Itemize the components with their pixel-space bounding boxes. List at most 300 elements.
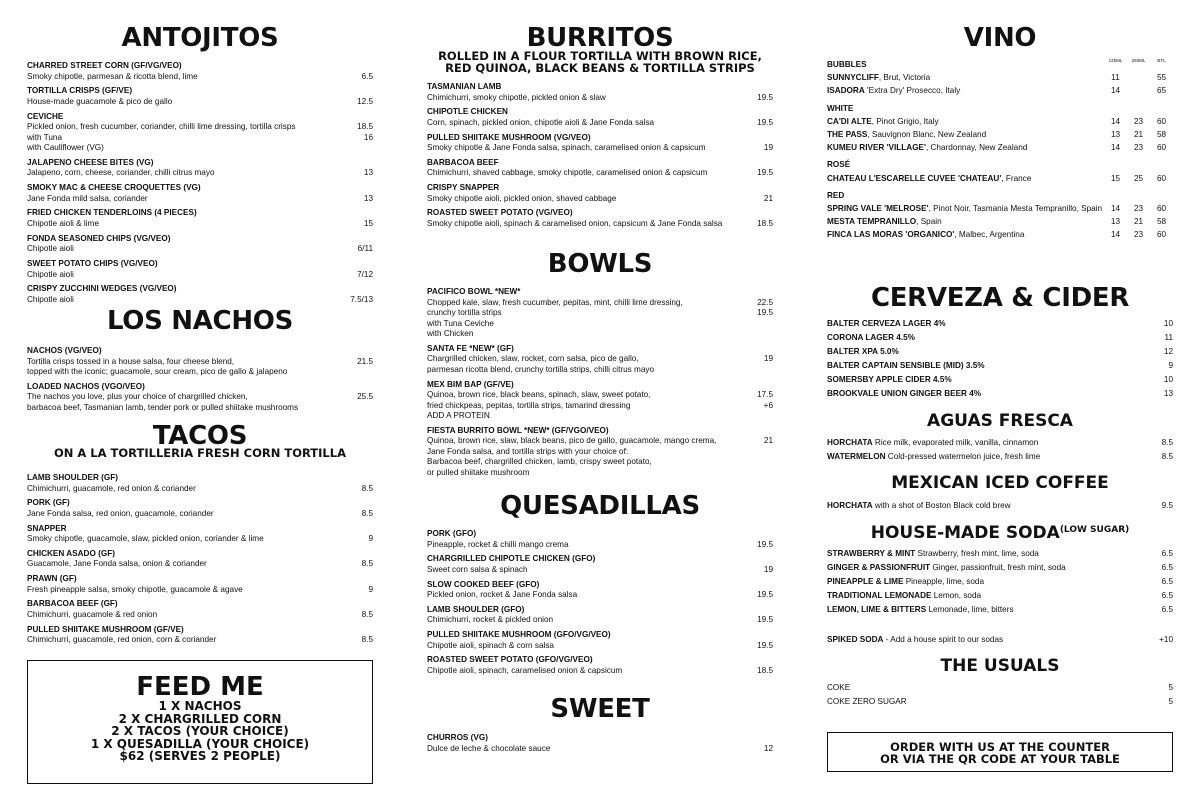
drink-name: TRADITIONAL LEMONADE xyxy=(827,591,932,601)
item-price-column xyxy=(345,382,373,403)
wine-text xyxy=(827,217,1104,228)
wine-price: 23 xyxy=(1133,230,1144,240)
wine-price: 60 xyxy=(1156,204,1167,214)
item-price: 13 xyxy=(363,168,373,178)
item-price: 21 xyxy=(763,193,773,203)
drink-price: 5 xyxy=(1168,683,1173,692)
order-note-line: ORDER WITH US AT THE COUNTER xyxy=(890,740,1110,754)
drink-price: 8.5 xyxy=(1161,452,1173,462)
antojitos-heading: ANTOJITOS xyxy=(121,23,279,53)
drink-text xyxy=(827,438,1145,449)
item-description-line: Fresh pineapple salsa, smoky chipotle, guacamole & agave xyxy=(27,584,243,594)
wine-price: 60 xyxy=(1156,173,1167,183)
item-text xyxy=(427,605,745,626)
wine-detail: , Spain xyxy=(916,217,942,227)
item-text xyxy=(27,183,345,204)
menu-item xyxy=(27,498,373,519)
item-price-column xyxy=(345,599,373,620)
wine-text xyxy=(827,130,1104,141)
drink-text xyxy=(827,549,1145,560)
vino-list xyxy=(827,60,1173,241)
item-text xyxy=(427,580,745,601)
menu-item xyxy=(427,426,773,479)
cerveza-list xyxy=(827,319,1173,400)
vino-heading: VINO xyxy=(963,23,1037,53)
menu-item xyxy=(27,86,373,107)
item-name: SWEET POTATO CHIPS (VG/VEO) xyxy=(27,259,158,269)
wine-price: 13 xyxy=(1110,217,1121,227)
menu-item xyxy=(27,208,373,229)
aguas-list xyxy=(827,438,1173,463)
item-price-column xyxy=(345,208,373,229)
item-text xyxy=(427,529,745,550)
wine-price xyxy=(1127,86,1150,97)
item-price: 12.5 xyxy=(357,96,373,106)
menu-item xyxy=(27,61,373,82)
menu-item xyxy=(427,82,773,103)
item-name: BARBACOA BEEF xyxy=(427,157,499,167)
item-price: 19 xyxy=(763,143,773,153)
iced-coffee-list xyxy=(827,501,1173,512)
menu-item xyxy=(427,208,773,229)
antojitos-list xyxy=(27,61,373,305)
menu-item xyxy=(27,599,373,620)
drink-name: BALTER XPA 5.0% xyxy=(827,347,899,357)
wine-text xyxy=(827,73,1104,84)
item-text xyxy=(27,208,345,229)
menu-item xyxy=(27,183,373,204)
menu-item xyxy=(27,346,373,378)
item-price: 17.5 xyxy=(757,390,773,400)
tacos-list xyxy=(27,473,373,646)
item-text xyxy=(27,625,345,646)
wine-group-label: RED xyxy=(827,191,845,201)
item-description-line: topped with the iconic; guacamole, sour cream, pico de gallo & jalapeno xyxy=(27,367,288,376)
item-price: 18.5 xyxy=(357,122,373,132)
item-text xyxy=(27,473,345,494)
wine-row xyxy=(827,86,1173,97)
item-description-line: Chimichurri, guacamole, red onion & coriander xyxy=(27,483,196,493)
drink-price: 5 xyxy=(1168,697,1173,707)
price-spacer xyxy=(745,554,773,565)
item-description-line: Tortilla crisps tossed in a house salsa, four cheese blend, xyxy=(27,356,235,366)
item-name: TORTILLA CRISPS (GF/VE) xyxy=(27,86,133,96)
price-spacer xyxy=(745,82,773,93)
item-price: 13 xyxy=(363,193,373,203)
item-price-column xyxy=(745,580,773,601)
wine-row xyxy=(827,143,1173,154)
item-name: LAMB SHOULDER (GFO) xyxy=(427,604,525,614)
sweet-list xyxy=(427,733,773,754)
item-price-column xyxy=(345,524,373,545)
soda-list xyxy=(827,549,1173,616)
item-price-column xyxy=(345,158,373,179)
item-description-line: Smoky chipotle, guacamole, slaw, pickled onion, coriander & lime xyxy=(27,534,264,544)
menu-item xyxy=(27,473,373,494)
item-price: 18.5 xyxy=(757,665,773,675)
wine-price: 21 xyxy=(1133,217,1144,227)
price-spacer xyxy=(745,630,773,641)
item-price: 6.5 xyxy=(361,71,373,81)
wine-price: 23 xyxy=(1133,204,1144,214)
price-spacer xyxy=(345,208,373,219)
item-text xyxy=(427,133,745,154)
item-name: PORK (GF) xyxy=(27,498,70,508)
wine-name: SUNNYCLIFF xyxy=(827,73,879,83)
drink-name: LEMON, LIME & BITTERS xyxy=(827,605,927,615)
drink-text xyxy=(827,683,1145,694)
drink-row xyxy=(827,549,1173,560)
price-spacer xyxy=(345,158,373,169)
drink-price: 9.5 xyxy=(1161,501,1173,510)
quesadillas-list xyxy=(427,529,773,676)
item-description-line: Quinoa, brown rice, black beans, spinach, slaw, sweet potato, xyxy=(427,390,651,400)
price-spacer xyxy=(345,473,373,484)
item-description-line: Pickled onion, rocket & Jane Fonda salsa xyxy=(427,590,578,600)
item-price: 19.5 xyxy=(757,539,773,549)
item-price-column xyxy=(745,82,773,103)
item-price: 7.5/13 xyxy=(350,294,373,304)
wine-price: 60 xyxy=(1156,230,1167,240)
wine-row xyxy=(827,217,1173,228)
bowls-heading: BOWLS xyxy=(547,249,653,279)
item-description-line: Chipotle aioli xyxy=(27,269,74,279)
item-price: 8.5 xyxy=(361,635,373,645)
price-spacer xyxy=(345,234,373,245)
item-text xyxy=(427,344,745,376)
drink-text xyxy=(827,563,1145,574)
menu-item xyxy=(427,133,773,154)
item-name: CEVICHE xyxy=(27,111,64,121)
wine-group-label: WHITE xyxy=(827,103,854,113)
drink-row xyxy=(827,591,1173,602)
wine-name: MESTA TEMPRANILLO xyxy=(827,217,917,227)
item-price-column xyxy=(345,473,373,494)
item-price-column xyxy=(345,86,373,107)
wine-price: 21 xyxy=(1133,129,1144,139)
feed-me-line: 1 X QUESADILLA (YOUR CHOICE) xyxy=(90,736,310,751)
wine-price xyxy=(1127,73,1150,84)
item-price: 19.5 xyxy=(757,308,773,317)
wine-price: 14 xyxy=(1110,86,1121,96)
price-spacer xyxy=(345,574,373,585)
wine-detail: , Sauvignon Blanc, New Zealand xyxy=(867,129,987,139)
drink-name: CORONA LAGER 4.5% xyxy=(827,333,915,343)
item-name: PACIFICO BOWL *NEW* xyxy=(427,287,521,296)
wine-row xyxy=(827,73,1173,84)
item-description-line: with Tuna Ceviche xyxy=(427,318,494,328)
item-name: CHIPOTLE CHICKEN xyxy=(427,107,508,117)
item-name: CHURROS (VG) xyxy=(427,733,488,742)
price-spacer xyxy=(345,346,373,357)
drink-detail: Ginger, passionfruit, fresh mint, soda xyxy=(930,563,1066,573)
item-text xyxy=(427,426,745,479)
item-price-column xyxy=(745,344,773,365)
usuals-list xyxy=(827,683,1173,708)
drink-name: HORCHATA xyxy=(827,438,873,447)
item-name: PULLED SHIITAKE MUSHROOM (GF/VE) xyxy=(27,624,184,634)
menu-item xyxy=(427,344,773,376)
item-name: LAMB SHOULDER (GF) xyxy=(27,473,118,482)
drink-price: 6.5 xyxy=(1161,591,1173,601)
quesadillas-heading: QUESADILLAS xyxy=(500,491,700,521)
wine-text xyxy=(827,117,1104,128)
wine-price: 14 xyxy=(1110,204,1121,214)
drink-price: 12 xyxy=(1163,347,1173,357)
drink-detail: Strawberry, fresh mint, lime, soda xyxy=(915,549,1039,558)
item-description-line: crunchy tortilla strips xyxy=(427,308,502,317)
menu-item xyxy=(427,580,773,601)
wine-price: 14 xyxy=(1110,230,1121,240)
item-price-column xyxy=(345,259,373,280)
item-description-line: Chimichurri, shaved cabbage, smoky chipotle, caramelised onion & capsicum xyxy=(427,168,708,178)
size-btl: BTL xyxy=(1157,58,1166,63)
price-spacer xyxy=(345,382,373,393)
item-text xyxy=(427,158,745,179)
item-text xyxy=(27,346,345,378)
drink-text xyxy=(827,697,1145,708)
price-spacer xyxy=(745,158,773,169)
drink-detail: Lemonade, lime, bitters xyxy=(926,605,1014,615)
item-price-column xyxy=(345,346,373,367)
price-spacer xyxy=(745,133,773,144)
item-text xyxy=(427,630,745,651)
feed-me-box xyxy=(27,660,373,784)
wine-price: 55 xyxy=(1156,73,1167,83)
burritos-list xyxy=(427,82,773,229)
wine-text xyxy=(827,204,1104,215)
drink-text xyxy=(827,605,1145,616)
item-price: 9 xyxy=(368,584,373,594)
item-description-line: Jane Fonda mild salsa, coriander xyxy=(27,193,148,203)
wine-price: 14 xyxy=(1110,142,1121,152)
menu-item xyxy=(27,625,373,646)
usuals-heading: THE USUALS xyxy=(940,656,1060,676)
burritos-subtitle: ROLLED IN A FLOUR TORTILLA WITH BROWN RICE, RED QUINOA, BLACK BEANS & TORTILLA STRIPS xyxy=(438,49,762,75)
item-text xyxy=(427,287,745,340)
menu-item xyxy=(427,529,773,550)
item-price-column xyxy=(345,234,373,255)
drink-row xyxy=(827,452,1173,463)
item-description-line: Jalapeno, corn, cheese, coriander, chilli citrus mayo xyxy=(27,168,215,178)
item-price-column xyxy=(745,380,773,412)
drink-detail: Cold-pressed watermelon juice, fresh lime xyxy=(885,452,1041,462)
item-price-column xyxy=(745,655,773,676)
price-spacer xyxy=(345,183,373,194)
drink-price: 9 xyxy=(1168,361,1173,371)
item-price-column xyxy=(745,605,773,626)
item-price-column xyxy=(745,529,773,550)
item-description-line: Chimichurri, guacamole & red onion xyxy=(27,609,158,619)
item-text xyxy=(27,599,345,620)
item-price-column xyxy=(345,183,373,204)
sweet-heading: SWEET xyxy=(550,694,650,724)
price-spacer xyxy=(345,61,373,72)
item-price-column xyxy=(345,112,373,144)
item-text xyxy=(27,498,345,519)
drink-detail: COKE xyxy=(827,683,851,692)
tacos-heading: TACOS xyxy=(152,421,248,451)
drink-row xyxy=(827,375,1173,386)
drink-text xyxy=(827,389,1145,400)
item-name: FIESTA BURRITO BOWL *NEW* (GF/VGO/VEO) xyxy=(427,425,609,435)
item-name: ROASTED SWEET POTATO (GFO/VG/VEO) xyxy=(427,655,593,665)
item-description-line: Smoky chipotle aioli, pickled onion, shaved cabbage xyxy=(427,193,617,203)
wine-price: 58 xyxy=(1156,217,1167,227)
menu-item xyxy=(27,112,373,154)
price-spacer xyxy=(345,498,373,509)
item-description-line: Chimichurri, smoky chipotle, pickled onion & slaw xyxy=(427,92,606,102)
item-name: SNAPPER xyxy=(27,523,67,533)
item-text xyxy=(27,234,345,255)
item-description-line: fried chickpeas, pepitas, tortilla strips, tamarind dressing xyxy=(427,400,631,410)
wine-name: THE PASS xyxy=(827,129,868,139)
item-price-column xyxy=(345,284,373,305)
order-note-box xyxy=(827,732,1173,772)
item-description-line: Quinoa, brown rice, slaw, black beans, pico de gallo, guacamole, mango crema, xyxy=(427,436,717,446)
drink-name: STRAWBERRY & MINT xyxy=(827,549,916,558)
item-name: FRIED CHICKEN TENDERLOINS (4 PIECES) xyxy=(27,208,197,218)
item-price: 25.5 xyxy=(357,392,373,402)
item-price: 19.5 xyxy=(757,92,773,102)
drink-row xyxy=(827,697,1173,708)
item-description-line: Chimichurri, rocket & pickled onion xyxy=(427,615,554,625)
drink-detail: Rice milk, evaporated milk, vanilla, cinnamon xyxy=(872,438,1039,447)
item-description-line: with Cauliflower (VG) xyxy=(27,143,104,153)
item-name: FONDA SEASONED CHIPS (VG/VEO) xyxy=(27,233,171,243)
wine-name: CHATEAU L'ESCARELLE CUVEE 'CHATEAU' xyxy=(827,173,1002,183)
wine-price: 15 xyxy=(1110,173,1121,183)
drink-price: 8.5 xyxy=(1161,438,1173,447)
wine-group-label: BUBBLES xyxy=(827,60,867,69)
item-description-line: Jane Fonda salsa, red onion, guacamole, coriander xyxy=(27,508,214,518)
price-spacer xyxy=(745,580,773,591)
wine-group-label: ROSÉ xyxy=(827,160,851,170)
feed-me-line: 1 X NACHOS xyxy=(158,699,242,713)
item-name: PRAWN (GF) xyxy=(27,574,77,584)
drink-name: SOMERSBY APPLE CIDER 4.5% xyxy=(827,375,952,385)
item-text xyxy=(27,574,345,595)
wine-row xyxy=(827,130,1173,141)
item-price: 19.5 xyxy=(757,590,773,600)
item-name: SANTA FE *NEW* (GF) xyxy=(427,343,514,353)
drink-text xyxy=(827,375,1145,386)
drink-text xyxy=(827,333,1145,344)
menu-item xyxy=(427,287,773,340)
item-price: 16 xyxy=(363,132,373,142)
tacos-subtitle: ON A LA TORTILLERIA FRESH CORN TORTILLA xyxy=(54,446,346,460)
item-name: CHARRED STREET CORN (GF/VG/VEO) xyxy=(27,61,182,70)
drink-text xyxy=(827,452,1145,463)
drink-name: HORCHATA xyxy=(827,501,873,510)
item-price: 8.5 xyxy=(361,508,373,518)
item-price-column xyxy=(345,625,373,646)
wine-text xyxy=(827,174,1104,185)
price-spacer xyxy=(345,524,373,535)
item-description-line: ADD A PROTEIN xyxy=(427,411,490,421)
wine-price: 60 xyxy=(1156,116,1167,126)
wine-text xyxy=(827,86,1104,97)
item-price-column xyxy=(345,498,373,519)
item-price: 12 xyxy=(763,743,773,753)
spiked-soda-row: SPIKED SODA - Add a house spirit to our sodas +10 xyxy=(827,635,1173,644)
item-name: PORK (GFO) xyxy=(427,529,477,538)
item-price: 6/11 xyxy=(357,244,373,254)
menu-item xyxy=(27,259,373,280)
item-name: ROASTED SWEET POTATO (VG/VEO) xyxy=(427,208,573,218)
item-name: JALAPENO CHEESE BITES (VG) xyxy=(27,157,154,167)
item-price: 15 xyxy=(363,218,373,228)
drink-name: PINEAPPLE & LIME xyxy=(827,577,904,587)
wine-price: 14 xyxy=(1110,116,1121,126)
item-description-line: with Tuna xyxy=(27,132,63,142)
item-text xyxy=(27,86,345,107)
item-price-column xyxy=(745,133,773,154)
item-price-column xyxy=(745,630,773,651)
item-text xyxy=(27,61,345,82)
wine-text xyxy=(827,143,1104,154)
drink-price: 6.5 xyxy=(1161,577,1173,587)
wine-price: 23 xyxy=(1133,142,1144,152)
menu-item xyxy=(427,380,773,422)
order-note-line: OR VIA THE QR CODE AT YOUR TABLE xyxy=(880,752,1120,766)
item-price-column xyxy=(745,158,773,179)
item-name: CRISPY SNAPPER xyxy=(427,183,500,193)
item-price: 9 xyxy=(368,534,373,544)
wine-price: 60 xyxy=(1156,142,1167,152)
item-price: 8.5 xyxy=(361,559,373,569)
item-text xyxy=(427,82,745,103)
item-name: PULLED SHIITAKE MUSHROOM (GFO/VG/VEO) xyxy=(427,630,611,640)
wine-detail: , Brut, Victoria xyxy=(878,73,931,83)
item-name: SLOW COOKED BEEF (GFO) xyxy=(427,579,540,589)
drink-text xyxy=(827,501,1145,512)
wine-group xyxy=(827,191,1173,241)
item-text xyxy=(427,655,745,676)
wine-price: 25 xyxy=(1133,173,1144,183)
nachos-heading: LOS NACHOS xyxy=(106,306,294,336)
item-price-column xyxy=(345,549,373,570)
item-description-line: Pineapple, rocket & chilli mango crema xyxy=(427,539,569,549)
price-spacer xyxy=(745,183,773,194)
wine-price: 11 xyxy=(1111,73,1120,83)
drink-row xyxy=(827,683,1173,694)
menu-item xyxy=(427,655,773,676)
item-description-line: or pulled shiitake mushroom xyxy=(427,467,530,477)
item-name: BARBACOA BEEF (GF) xyxy=(27,599,118,609)
drink-text xyxy=(827,591,1145,602)
item-price: 19.5 xyxy=(757,168,773,178)
item-description-line: with Chicken xyxy=(427,329,474,338)
price-spacer xyxy=(745,529,773,540)
item-text xyxy=(427,208,745,229)
drink-row xyxy=(827,577,1173,588)
price-spacer xyxy=(345,599,373,610)
feed-me-title: FEED ME xyxy=(136,672,264,702)
item-description-line: Smoky chipotle, parmesan & ricotta blend, lime xyxy=(27,71,198,81)
drink-price: 10 xyxy=(1163,375,1173,385)
item-description-line: Dulce de leche & chocolate sauce xyxy=(427,743,551,753)
item-price-column xyxy=(745,183,773,204)
bowls-list xyxy=(427,287,773,478)
price-spacer xyxy=(745,287,773,298)
item-text xyxy=(27,524,345,545)
item-description-line: Barbacoa beef, chargrilled chicken, lamb, crispy sweet potato, xyxy=(427,457,652,467)
item-price: 7/12 xyxy=(357,269,373,279)
item-description-line: The nachos you love, plus your choice of chargrilled chicken, xyxy=(27,392,248,402)
item-name: CHARGRILLED CHIPOTLE CHICKEN (GFO) xyxy=(427,554,596,564)
wine-name: KUMEU RIVER 'VILLAGE' xyxy=(827,142,926,152)
